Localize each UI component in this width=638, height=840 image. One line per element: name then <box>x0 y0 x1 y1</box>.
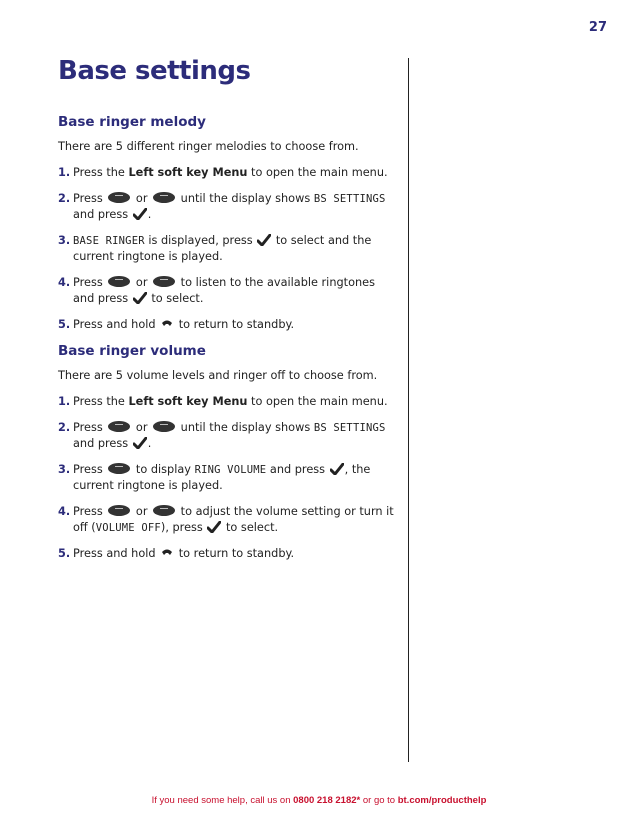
step-text: and press <box>269 462 326 476</box>
step-text: to select. <box>226 521 279 534</box>
main-content <box>58 56 396 571</box>
step-number: 2. <box>58 420 71 434</box>
step-text: Press the <box>73 166 129 179</box>
step-number: 3. <box>58 233 71 247</box>
check-icon <box>133 208 147 220</box>
steps-list <box>58 394 396 562</box>
step-text: press <box>97 292 129 305</box>
down-button-icon <box>108 463 130 474</box>
display-text: BS SETTINGS <box>313 421 386 434</box>
step-text: to select. <box>151 292 204 305</box>
step-item <box>58 191 396 224</box>
step-text: Press <box>73 504 103 518</box>
down-button-icon <box>153 192 175 203</box>
check-icon <box>133 437 147 449</box>
step-item <box>58 233 396 266</box>
step-text: to open the main menu. <box>247 395 388 408</box>
step-text: . <box>147 208 152 221</box>
step-item <box>58 462 396 495</box>
down-button-icon <box>153 276 175 287</box>
step-item <box>58 504 396 537</box>
down-button-icon <box>153 421 175 432</box>
step-item <box>58 420 396 453</box>
step-text: to listen to the available ringtones and <box>73 275 375 305</box>
step-number: 1. <box>58 395 71 408</box>
step-key-name: Left soft key Menu <box>128 395 248 408</box>
help-footer <box>0 795 638 806</box>
step-text: until the display shows <box>180 420 311 434</box>
step-text: press <box>97 208 129 221</box>
step-text: Press <box>73 275 103 289</box>
step-text: or <box>135 275 148 289</box>
step-text: to return to standby. <box>178 546 295 560</box>
section-heading-volume: Base ringer volume <box>58 343 206 359</box>
step-text: is displayed, press <box>148 233 253 247</box>
up-button-icon <box>108 276 130 287</box>
step-text: or <box>135 420 148 434</box>
step-text: Press and hold <box>73 546 156 560</box>
step-text: to return to standby. <box>178 317 295 331</box>
step-number: 4. <box>58 275 71 289</box>
step-item <box>58 275 396 308</box>
step-text: Press <box>73 420 103 434</box>
check-icon <box>257 234 271 246</box>
footer-text: or go to <box>360 795 398 806</box>
step-text: to select and the current ringtone is played. <box>73 233 372 263</box>
step-key-name: Left soft key Menu <box>128 166 248 179</box>
step-number: 3. <box>58 462 71 476</box>
page-number: 27 <box>588 20 607 35</box>
step-number: 5. <box>58 317 71 331</box>
display-text: VOLUME OFF <box>95 522 161 534</box>
step-text: or <box>135 504 148 518</box>
step-text: to open the main menu. <box>247 166 388 179</box>
step-text: . <box>147 437 152 450</box>
step-text: Press and hold <box>73 317 156 331</box>
display-text: BS SETTINGS <box>313 192 386 205</box>
step-text: or <box>135 191 148 205</box>
steps-list <box>58 165 396 333</box>
section-intro: There are 5 volume levels and ringer off to choose from. <box>58 369 378 382</box>
step-text: to display <box>135 462 191 476</box>
display-text: RING VOLUME <box>194 463 267 476</box>
page-title: Base settings <box>58 56 251 86</box>
check-icon <box>207 521 221 533</box>
end-call-icon <box>160 547 174 559</box>
step-number: 5. <box>58 546 71 560</box>
footer-link[interactable]: bt.com/producthelp <box>397 795 487 806</box>
section-intro: There are 5 different ringer melodies to choose from. <box>58 140 359 153</box>
step-text: Press <box>73 191 103 205</box>
section-heading-melody: Base ringer melody <box>58 114 206 130</box>
step-text: , the current ringtone is played. <box>73 462 371 492</box>
footer-phone[interactable]: 0800 218 2182* <box>293 795 361 806</box>
step-text: to adjust the volume setting or turn it off ( <box>73 504 394 534</box>
step-text: and press <box>73 437 129 450</box>
check-icon <box>133 292 147 304</box>
display-text: BASE RINGER <box>73 234 145 247</box>
step-item <box>58 394 396 411</box>
step-number: 4. <box>58 504 71 518</box>
up-button-icon <box>108 505 130 516</box>
end-call-icon <box>160 318 174 330</box>
check-icon <box>330 463 344 475</box>
step-text: ), press <box>160 521 203 534</box>
step-number: 1. <box>58 166 71 179</box>
column-divider <box>408 58 409 762</box>
step-item <box>58 546 396 563</box>
step-number: 2. <box>58 191 71 205</box>
step-text: and <box>73 208 95 221</box>
step-text: Press the <box>73 395 129 408</box>
step-item <box>58 317 396 334</box>
down-button-icon <box>153 505 175 516</box>
up-button-icon <box>108 192 130 203</box>
footer-text: If you need some help, call us on <box>151 795 294 806</box>
up-button-icon <box>108 421 130 432</box>
step-text: Press <box>73 462 103 476</box>
step-text: until the display shows <box>180 191 311 205</box>
step-item <box>58 165 396 182</box>
